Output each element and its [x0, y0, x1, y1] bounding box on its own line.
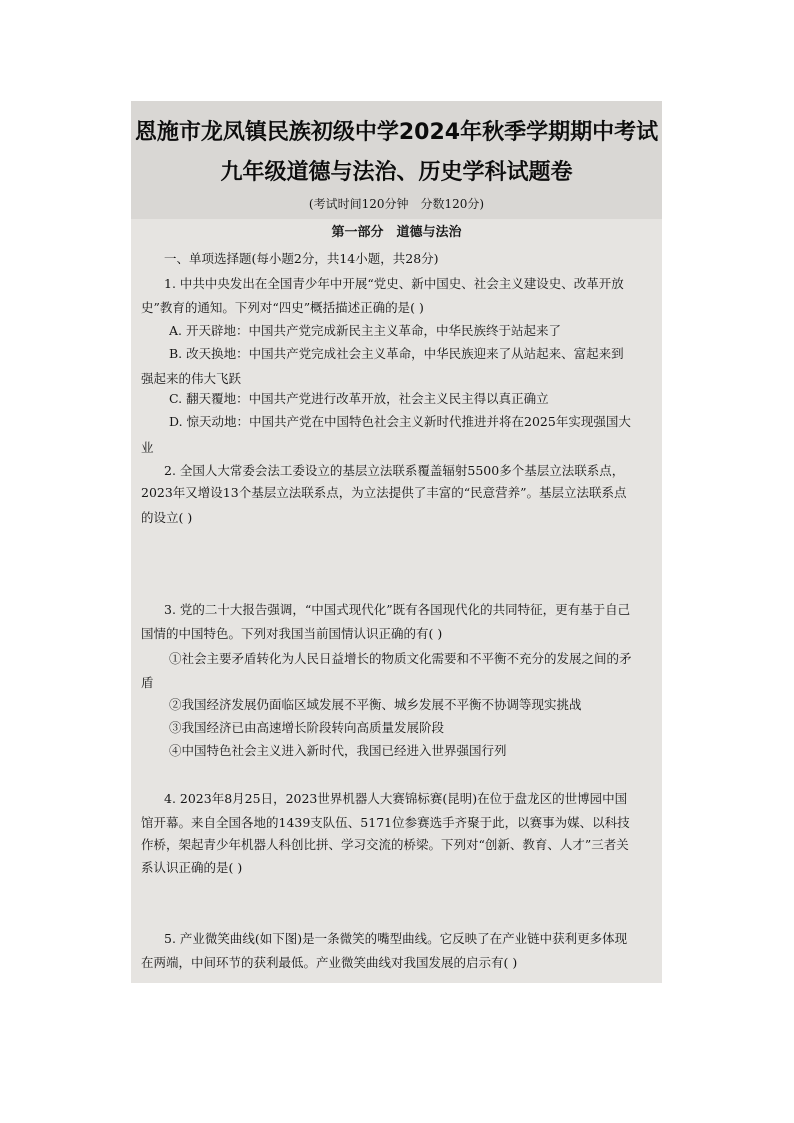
section-heading: 一、单项选择题(每小题2分，共14小题，共28分): [164, 251, 439, 266]
q1-option-d-line2: 业: [141, 440, 154, 455]
q3-statement-2: ②我国经济发展仍面临区域发展不平衡、城乡发展不平衡不协调等现实挑战: [169, 697, 582, 712]
q1-option-b-line1: B. 改天换地：中国共产党完成社会主义革命，中华民族迎来了从站起来、富起来到: [169, 346, 624, 361]
q2-stem-line1: 2. 全国人大常委会法工委设立的基层立法联系覆盖辐射5500多个基层立法联系点，: [164, 463, 625, 478]
q1-stem-line2: 史”教育的通知。下列对“四史”概括描述正确的是( ): [141, 300, 424, 315]
exam-title-line1: 恩施市龙凤镇民族初级中学2024年秋季学期期中考试: [134, 120, 659, 145]
q1-option-d-line1: D. 惊天动地：中国共产党在中国特色社会主义新时代推进并将在2025年实现强国大: [169, 414, 631, 429]
q1-option-c: C. 翻天覆地：中国共产党进行改革开放，社会主义民主得以真正确立: [169, 391, 549, 406]
q4-stem-line2: 馆开幕。来自全国各地的1439支队伍、5171位参赛选手齐聚于此，以赛事为媒、以科技: [141, 815, 630, 830]
exam-title-line2: 九年级道德与法治、历史学科试题卷: [220, 160, 573, 185]
exam-info: (考试时间120分钟 分数120分): [308, 197, 485, 211]
q4-stem-line1: 4. 2023年8月25日，2023世界机器人大赛锦标赛(昆明)在位于盘龙区的世博园中国: [164, 791, 628, 806]
q4-stem-line4: 系认识正确的是( ): [141, 860, 243, 875]
exam-content: [131, 101, 662, 983]
part-title: 第一部分 道德与法治: [331, 225, 462, 240]
q5-stem-line1: 5. 产业微笑曲线(如下图)是一条微笑的嘴型曲线。它反映了在产业链中获利更多体现: [164, 931, 628, 946]
q3-stem-line1: 3. 党的二十大报告强调，“中国式现代化”既有各国现代化的共同特征，更有基于自己: [164, 602, 631, 617]
q3-statement-1-line2: 盾: [141, 675, 154, 690]
q1-option-a: A. 开天辟地：中国共产党完成新民主主义革命，中华民族终于站起来了: [169, 323, 561, 338]
q3-stem-line2: 国情的中国特色。下列对我国当前国情认识正确的有( ): [141, 626, 443, 641]
q4-stem-line3: 作桥，架起青少年机器人科创比拼、学习交流的桥梁。下列对“创新、教育、人才”三者关: [141, 837, 629, 852]
q3-statement-4: ④中国特色社会主义进入新时代，我国已经进入世界强国行列: [169, 743, 507, 758]
q2-stem-line2: 2023年又增设13个基层立法联系点，为立法提供了丰富的“民意营养”。基层立法联系点: [141, 485, 627, 500]
q3-statement-1-line1: ①社会主要矛盾转化为人民日益增长的物质文化需要和不平衡不充分的发展之间的矛: [169, 651, 632, 666]
q2-stem-line3: 的设立( ): [141, 510, 193, 525]
exam-paper-photo: [131, 101, 662, 983]
q3-statement-3: ③我国经济已由高速增长阶段转向高质量发展阶段: [169, 720, 445, 735]
q1-option-b-line2: 强起来的伟大飞跃: [141, 371, 242, 386]
q5-stem-line2: 在两端，中间环节的获利最低。产业微笑曲线对我国发展的启示有( ): [141, 955, 518, 970]
q1-stem-line1: 1. 中共中央发出在全国青少年中开展“党史、新中国史、社会主义建设史、改革开放: [164, 276, 624, 291]
